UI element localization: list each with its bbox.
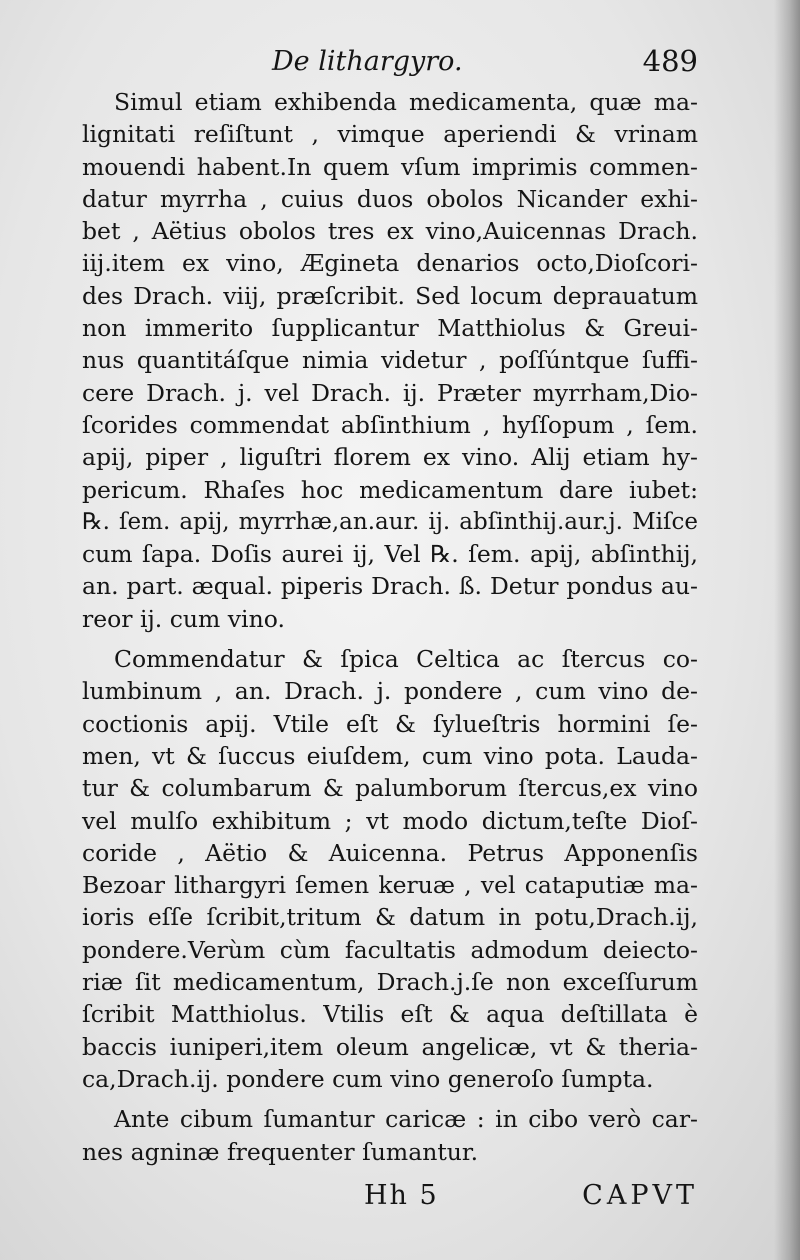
text-line: tur & columbarum & palumborum ſtercus,ex vino [82,774,698,803]
text-line: cum ſapa. Doſis aurei ij, Vel ℞. ſem. apij, abſinthij, [82,540,698,569]
text-line: coctionis apij. Vtile eſt & ſylueſtris hormini ſe- [82,709,698,738]
text-line: an. part. æqual. piperis Drach. ß. Detur pondus au- [82,572,698,601]
running-title: De lithargyro. [272,46,463,77]
paragraph [82,643,698,1095]
catchword: CAPVT [582,1179,698,1211]
text-line: apij, piper , liguſtri florem ex vino. Alij etiam hy- [82,443,698,472]
text-line: ℞. ſem. apij, myrrhæ,an.aur. ij. abſinthij.aur.j. Miſce [82,508,698,535]
body-text [82,86,698,1168]
text-line: ſcorides commendat abſinthium , hyſſopum , ſem. [82,410,698,439]
text-line: baccis iuniperi,item oleum angelicæ, vt & theria- [82,1032,698,1061]
text-line: ioris eſſe ſcribit,tritum & datum in potu,Drach.ij, [82,903,698,932]
text-line: iij.item ex vino, Ægineta denarios octo,Dioſcori- [82,249,698,278]
page-number: 489 [642,44,698,78]
text-line: des Drach. viij, præſcribit. Sed locum deprauatum [82,281,698,310]
text-line: non immerito ſupplicantur Matthiolus & Greui- [82,314,698,343]
text-line: nes agninæ frequenter ſumantur. [82,1137,479,1166]
text-line: riæ ſit medicamentum, Drach.j.ſe non exceſſurum [82,968,698,997]
text-line: vel mulſo exhibitum ; vt modo dictum,teſte Dioſ- [82,806,698,835]
page-gutter-shadow [774,0,800,1260]
text-line: pondere.Verùm cùm facultatis admodum deiecto- [82,935,698,964]
text-line: lignitati reſiſtunt , vimque aperiendi & vrinam [82,120,698,149]
paragraph [82,86,698,635]
text-line: Commendatur & ſpica Celtica ac ſtercus co- [114,645,698,674]
text-line: nus quantitáſque nimia videtur , poſſúntque ſuffi- [82,346,698,375]
text-line: pericum. Rhaſes hoc medicamentum dare iubet: [82,475,698,504]
text-line: men, vt & ſuccus eiuſdem, cum vino pota. Lauda- [82,741,698,770]
text-block [82,40,698,1220]
paragraph [82,1103,698,1168]
text-line: mouendi habent.In quem vſum imprimis commen- [82,152,698,181]
text-line: bet , Aëtius obolos tres ex vino,Auicennas Drach. [82,217,698,246]
text-line: Simul etiam exhibenda medicamenta, quæ ma- [114,88,698,116]
signature-mark: Hh 5 [364,1179,439,1211]
text-line: cere Drach. j. vel Drach. ij. Præter myrrham,Dio- [82,378,698,407]
text-line: ſcribit Matthiolus. Vtilis eſt & aqua deſtillata è [82,1000,698,1029]
text-line: Bezoar lithargyri ſemen keruæ , vel cataputiæ ma- [82,871,698,900]
text-line: lumbinum , an. Drach. j. pondere , cum vino de- [82,677,698,706]
signature-row [82,1174,698,1220]
running-head [82,40,698,86]
text-line: Ante cibum ſumantur caricæ : in cibo verò car- [114,1105,698,1134]
text-line: datur myrrha , cuius duos obolos Nicander exhi- [82,184,698,213]
text-line: ca,Drach.ij. pondere cum vino generoſo ſumpta. [82,1064,654,1093]
text-line: reor ij. cum vino. [82,604,285,633]
text-line: coride , Aëtio & Auicenna. Petrus Apponenſis [82,838,698,867]
